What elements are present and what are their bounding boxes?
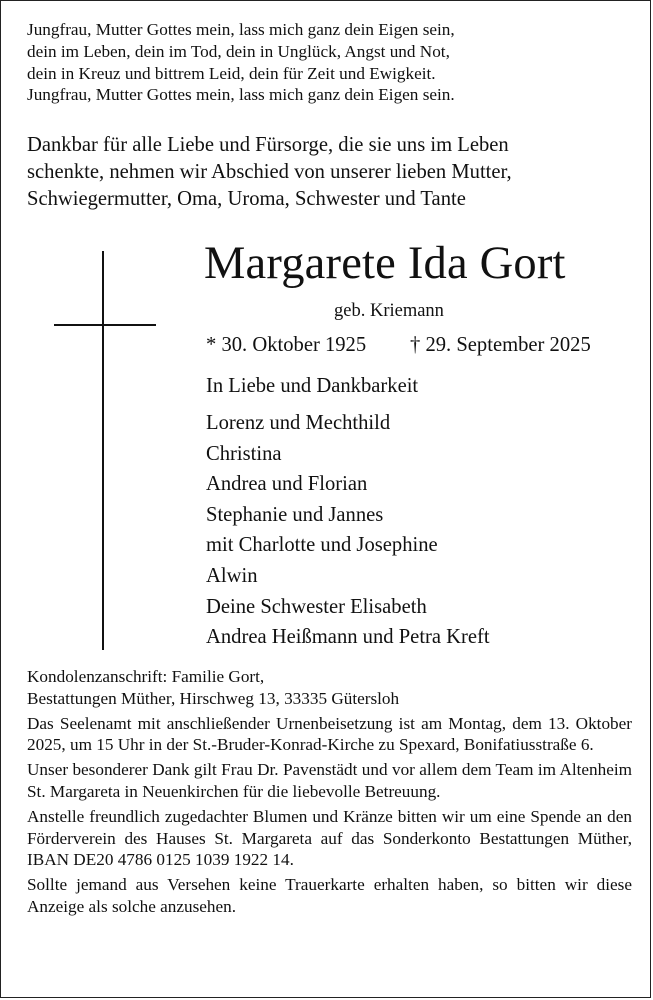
- deceased-name: Margarete Ida Gort: [204, 238, 566, 289]
- mourner-name: Alwin: [206, 564, 258, 587]
- birth-name: geb. Kriemann: [334, 301, 444, 321]
- thanks-paragraph: Unser besonderer Dank gilt Frau Dr. Pavenstädt und vor allem dem Team im Altenheim St. Margareta in Neuenkirchen für die liebevolle Betreuung.: [27, 760, 632, 801]
- death-date: † 29. September 2025: [410, 334, 591, 356]
- mourner-name: Andrea und Florian: [206, 473, 368, 496]
- mourning-card-note: Sollte jemand aus Versehen keine Trauerkarte erhalten haben, so bitten wir diese Anzeige als solche anzusehen.: [27, 875, 632, 916]
- condolence-address: [27, 666, 632, 710]
- mourners-lead: In Liebe und Dankbarkeit: [206, 375, 419, 397]
- verse-line: dein in Kreuz und bittrem Leid, dein für Zeit und Ewigkeit.: [27, 63, 436, 83]
- verse-line: Jungfrau, Mutter Gottes mein, lass mich ganz dein Eigen sein,: [27, 20, 455, 39]
- birth-date: * 30. Oktober 1925: [206, 334, 367, 356]
- address-line: Bestattungen Müther, Hirschweg 13, 33335 Gütersloh: [27, 688, 400, 708]
- intro-line: Dankbar für alle Liebe und Fürsorge, die sie uns im Leben: [27, 134, 509, 156]
- intro-text: [27, 132, 637, 214]
- cross-icon-horizontal: [54, 324, 156, 326]
- notice-footer: [27, 666, 632, 918]
- address-line: Kondolenzanschrift: Familie Gort,: [27, 667, 265, 686]
- mourner-name: Andrea Heißmann und Petra Kreft: [206, 626, 490, 649]
- mourner-name: Christina: [206, 442, 282, 465]
- verse-line: Jungfrau, Mutter Gottes mein, lass mich ganz dein Eigen sein.: [27, 85, 455, 105]
- mourners-list: [206, 373, 490, 653]
- funeral-service-info: Das Seelenamt mit anschließender Urnenbeisetzung ist am Montag, dem 13. Oktober 2025, um 15 Uhr in der St.-Bruder-Konrad-Kirche zu Spexard, Bonifatiusstraße 6.: [27, 713, 632, 755]
- mourner-name: Deine Schwester Elisabeth: [206, 595, 427, 618]
- prayer-verse: [27, 19, 627, 106]
- intro-line: schenkte, nehmen wir Abschied von unserer lieben Mutter,: [27, 161, 512, 184]
- mourner-name: mit Charlotte und Josephine: [206, 534, 438, 557]
- donation-paragraph: Anstelle freundlich zugedachter Blumen und Kränze bitten wir um eine Spende an den Förderverein des Hauses St. Margareta auf das Sonderkonto Bestattungen Müther, IBAN DE20 4786 0125 1039 1922 14.: [27, 806, 632, 870]
- mourner-name: Lorenz und Mechthild: [206, 412, 391, 434]
- mourner-name: Stephanie und Jannes: [206, 503, 384, 526]
- cross-icon-vertical: [102, 251, 104, 650]
- intro-line: Schwiegermutter, Oma, Uroma, Schwester und Tante: [27, 188, 466, 211]
- verse-line: dein im Leben, dein im Tod, dein in Unglück, Angst und Not,: [27, 41, 450, 61]
